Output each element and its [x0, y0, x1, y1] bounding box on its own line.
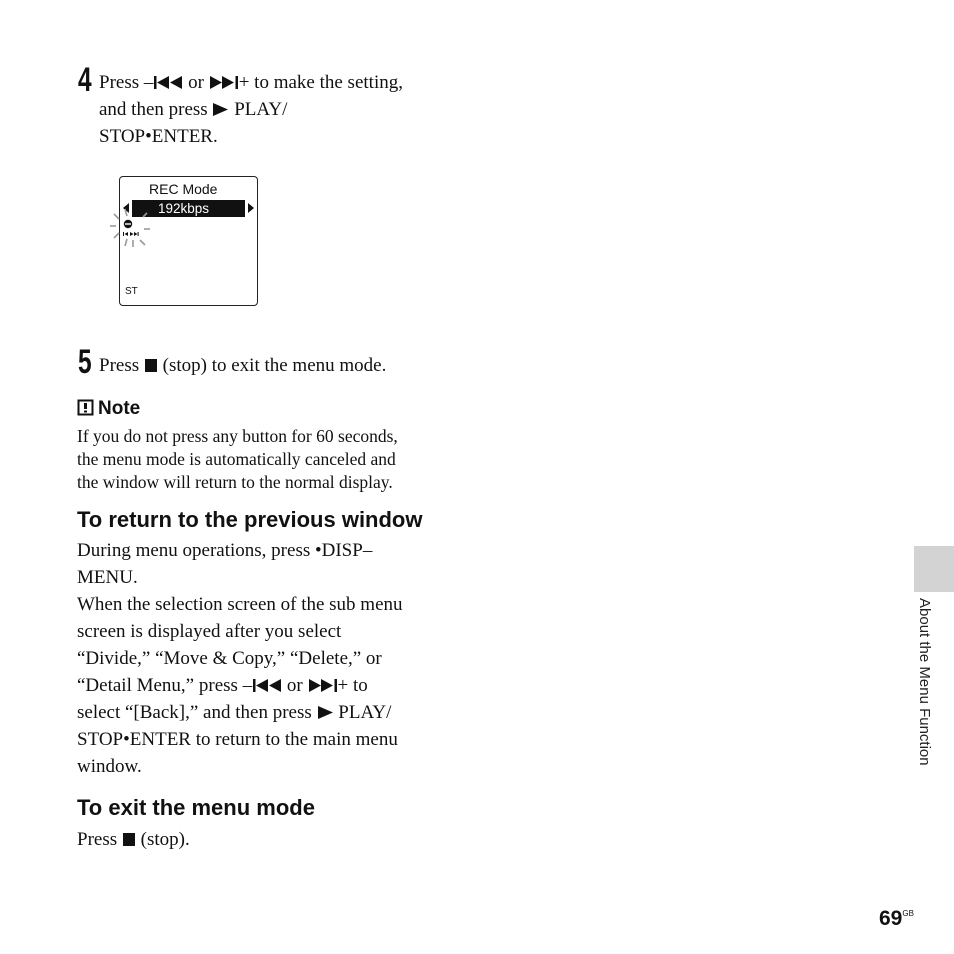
next-track-icon: [308, 678, 338, 693]
return-line-8: STOP•ENTER to return to the main menu: [77, 729, 398, 750]
note-label: Note: [98, 398, 141, 419]
previous-track-icon: [252, 678, 282, 693]
return-line-1: During menu operations, press •DISP–: [77, 540, 373, 561]
note-icon: [77, 399, 94, 416]
return-line-7: select “[Back],” and then press PLAY/: [77, 702, 392, 723]
note-line-2: the menu mode is automatically canceled and: [77, 449, 396, 469]
play-icon: [212, 102, 229, 117]
play-icon: [317, 705, 334, 720]
note-line-1: If you do not press any button for 60 seconds,: [77, 426, 398, 446]
return-line-6: “Detail Menu,” press – or + to: [77, 675, 368, 696]
return-line-9: window.: [77, 756, 142, 777]
exit-section-heading: To exit the menu mode: [77, 795, 315, 820]
display-stereo-indicator: ST: [125, 286, 138, 297]
next-track-icon: [209, 75, 239, 90]
stop-icon: [122, 832, 136, 847]
section-tab: [914, 546, 954, 592]
return-line-2: MENU.: [77, 567, 138, 588]
sidebar-section-label: About the Menu Function: [916, 598, 933, 766]
note-heading: [77, 398, 140, 420]
return-line-5: “Divide,” “Move & Copy,” “Delete,” or: [77, 648, 382, 669]
blinking-indicator-icon: [110, 207, 170, 251]
step-4-line-2: and then press PLAY/: [99, 99, 288, 120]
return-line-4: screen is displayed after you select: [77, 621, 342, 642]
previous-track-icon: [153, 75, 183, 90]
note-line-3: the window will return to the normal display.: [77, 472, 393, 492]
step-5-number: 5: [78, 343, 92, 381]
stop-icon: [144, 358, 158, 373]
step-4-line-1: Press – or + to make the setting,: [99, 72, 403, 93]
display-illustration: [119, 176, 258, 306]
display-selected-value: 192kbps: [132, 200, 245, 217]
step-5-line: Press (stop) to exit the menu mode.: [99, 355, 387, 376]
step-4-line-3: STOP•ENTER.: [99, 126, 218, 147]
exit-line: Press (stop).: [77, 829, 190, 850]
page-number: $69^{GB}$: [879, 907, 914, 930]
return-section-heading: To return to the previous window: [77, 507, 423, 532]
return-line-3: When the selection screen of the sub menu: [77, 594, 403, 615]
display-title: REC Mode: [149, 181, 218, 197]
display-right-arrow-icon: [248, 203, 254, 213]
step-4-number: 4: [78, 61, 92, 99]
